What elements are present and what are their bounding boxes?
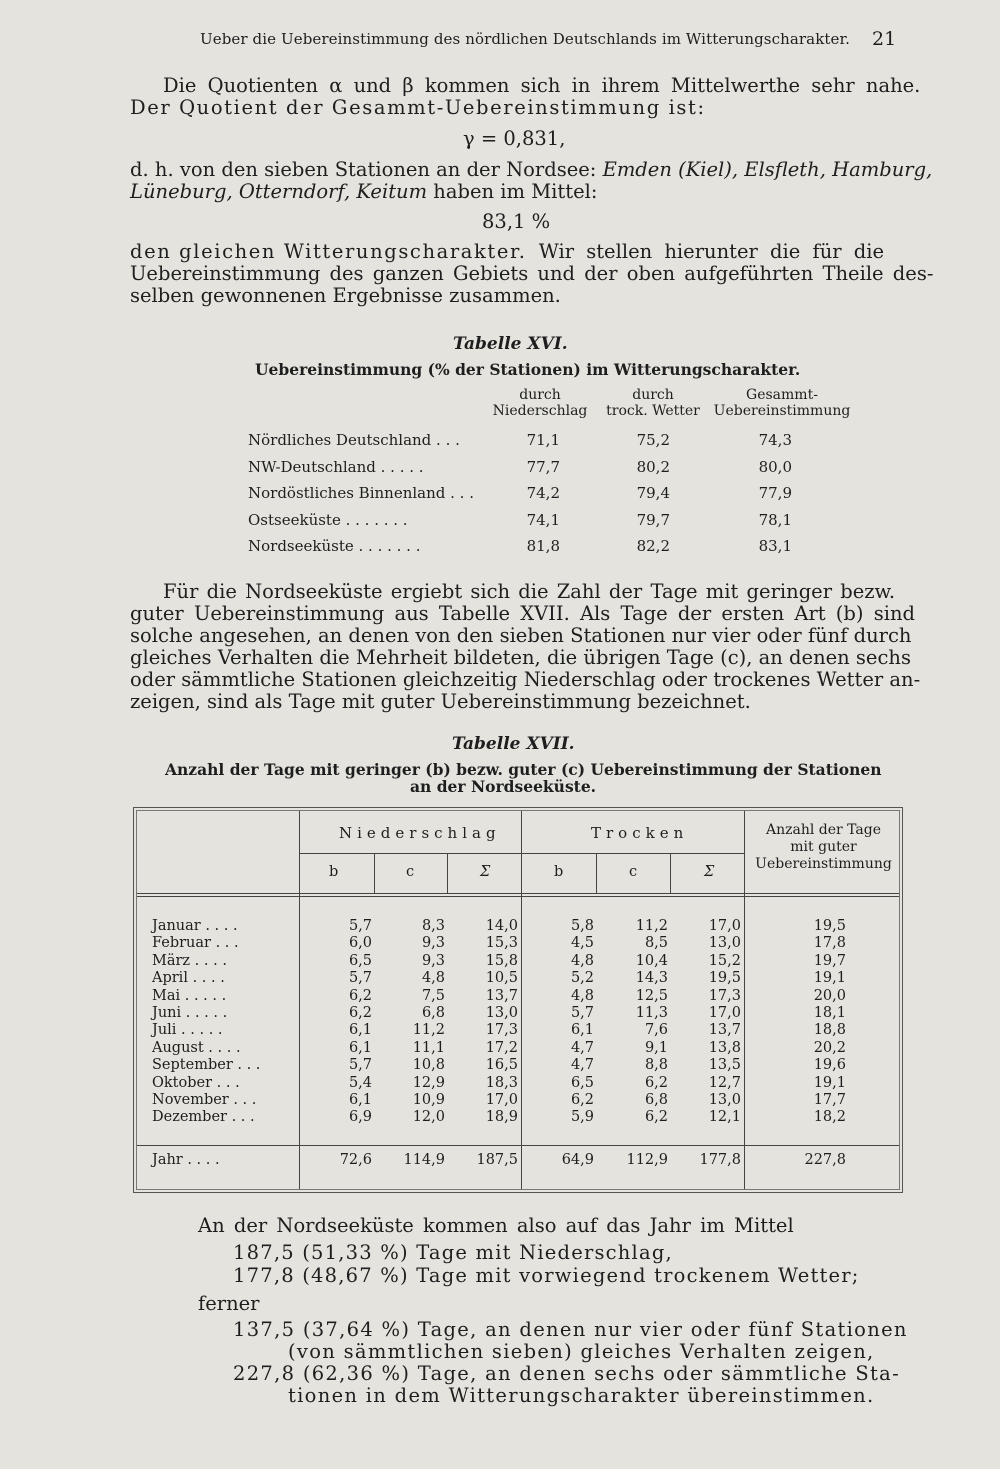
table-16-title: Tabelle XVI. — [453, 334, 568, 354]
t17-row-label: September . . . — [152, 1057, 261, 1074]
t17-cell: 17,7 — [813, 1092, 846, 1108]
t17-cell: 6,2 — [348, 1005, 372, 1021]
table-17-rule — [744, 811, 745, 1189]
t17-cell: 6,5 — [570, 1074, 594, 1091]
t17-cell: 11,1 — [412, 1039, 445, 1056]
t17-cell: 6,0 — [348, 935, 372, 952]
t17-cell: 17,8 — [813, 935, 846, 952]
t17-cell: 13,5 — [708, 1057, 741, 1074]
intro-line-5a: den gleichen Witterungscharakter. — [130, 240, 527, 263]
t17-cell: 5,4 — [348, 1074, 372, 1091]
t16-row-label: Nordöstliches Binnenland . . . — [248, 484, 474, 502]
intro-line-4b: haben im Mittel: — [427, 180, 598, 203]
t16-cell: 79,4 — [636, 484, 670, 502]
table-17-rule — [374, 853, 375, 893]
t17-cell: 12,9 — [412, 1074, 445, 1091]
t17-cell: 20,2 — [813, 1039, 846, 1056]
col-anzahl-2: mit guter — [790, 839, 857, 855]
t16-col2-head-2: trock. Wetter — [606, 403, 700, 419]
t17-cell: 19,5 — [708, 970, 741, 987]
t16-cell: 81,8 — [526, 537, 560, 555]
t17-cell: 114,9 — [403, 1152, 445, 1168]
table-16-caption: Uebereinstimmung (% der Stationen) im Witterungscharakter. — [255, 360, 801, 379]
t16-cell: 77,7 — [526, 458, 560, 476]
t17-cell: 10,4 — [635, 952, 668, 969]
intro-line-4 — [130, 181, 597, 203]
t17-cell: 187,5 — [476, 1152, 518, 1168]
t17-cell: 9,1 — [644, 1039, 668, 1056]
closing-line-3: 177,8 (48,67 %) Tage mit vorwiegend trockenem Wetter; — [233, 1264, 860, 1287]
intro-line-5b: Wir stellen hierunter die für die — [526, 240, 885, 263]
t17-cell: 8,8 — [644, 1057, 668, 1074]
t17-cell: 11,2 — [412, 1022, 445, 1039]
t17-cell: 9,3 — [421, 935, 445, 952]
middle-line-5: oder sämmtliche Stationen gleichzeitig Niederschlag oder trockenes Wetter an- — [130, 668, 921, 691]
t17-cell: 4,7 — [570, 1057, 594, 1074]
t16-cell: 75,2 — [636, 431, 670, 449]
t16-row-label: Nördliches Deutschland . . . — [248, 431, 460, 449]
intro-line-1: Die Quotienten α und β kommen sich in ihrem Mittelwerthe sehr nahe. — [163, 74, 921, 97]
t17-row-label: Juli . . . . . — [152, 1022, 223, 1039]
running-title: Ueber die Uebereinstimmung des nördlichen Deutschlands im Witterungscharakter. — [200, 30, 851, 48]
sub-b-niederschlag: b — [329, 864, 339, 880]
t17-row-label: November . . . — [152, 1092, 257, 1108]
page-number: 21 — [872, 28, 897, 50]
table-17-rule — [299, 853, 744, 854]
station-list-1: Emden (Kiel), Elsfleth, Hamburg, — [602, 158, 933, 181]
t17-cell: 13,0 — [708, 1092, 741, 1108]
t16-cell: 80,0 — [758, 458, 792, 476]
intro-line-5 — [130, 241, 884, 263]
t17-cell: 20,0 — [813, 987, 846, 1004]
table-17-rule — [299, 811, 300, 1189]
t17-cell: 11,2 — [635, 918, 668, 934]
sub-b-trocken: b — [554, 864, 564, 880]
t17-row-label: Jahr . . . . — [152, 1152, 220, 1168]
t16-col3-head-1: Gesammt- — [746, 387, 818, 403]
t17-cell: 112,9 — [626, 1152, 668, 1168]
t17-cell: 18,1 — [813, 1005, 846, 1021]
t17-cell: 15,2 — [708, 952, 741, 969]
t17-row-label: August . . . . — [152, 1039, 241, 1056]
middle-line-2: guter Uebereinstimmung aus Tabelle XVII. Als Tage der ersten Art (b) sind — [130, 602, 915, 625]
col-anzahl-1: Anzahl der Tage — [765, 822, 882, 838]
t17-cell: 5,7 — [348, 970, 372, 987]
t17-cell: 6,2 — [348, 987, 372, 1004]
t17-cell: 64,9 — [561, 1152, 594, 1168]
t17-cell: 17,3 — [485, 1022, 518, 1039]
intro-line-3a: d. h. von den sieben Stationen an der Nordsee: — [130, 158, 603, 181]
sub-sigma-niederschlag: Σ — [480, 864, 491, 880]
t17-cell: 5,2 — [570, 970, 594, 987]
t17-cell: 14,3 — [635, 970, 668, 987]
t16-cell: 78,1 — [758, 511, 792, 529]
t16-row-label: Ostseeküste . . . . . . . — [248, 511, 408, 529]
t17-row-label: März . . . . — [152, 952, 227, 969]
t17-cell: 18,3 — [485, 1074, 518, 1091]
t16-col1-head-1: durch — [519, 387, 561, 403]
col-anzahl-3: Uebereinstimmung — [755, 856, 892, 872]
sub-sigma-trocken: Σ — [704, 864, 715, 880]
t17-cell: 4,5 — [570, 935, 594, 952]
middle-line-4: gleiches Verhalten die Mehrheit bildeten, die übrigen Tage (c), an denen sechs — [130, 646, 911, 669]
closing-line-5: 137,5 (37,64 %) Tage, an denen nur vier oder fünf Stationen — [233, 1318, 908, 1341]
intro-line-3 — [130, 159, 932, 181]
percent-value: 83,1 % — [482, 210, 551, 233]
t16-cell: 82,2 — [636, 537, 670, 555]
table-17-frame — [133, 807, 903, 1193]
t17-cell: 4,8 — [421, 970, 445, 987]
intro-line-7: selben gewonnenen Ergebnisse zusammen. — [130, 284, 561, 307]
t17-cell: 12,5 — [635, 987, 668, 1004]
t17-cell: 10,8 — [412, 1057, 445, 1074]
closing-line-1: An der Nordseeküste kommen also auf das Jahr im Mittel — [198, 1214, 794, 1237]
t17-row-label: Januar . . . . — [152, 918, 238, 934]
t17-cell: 4,8 — [570, 952, 594, 969]
t17-row-label: Dezember . . . — [152, 1109, 255, 1126]
closing-line-2: 187,5 (51,33 %) Tage mit Niederschlag, — [233, 1241, 673, 1264]
t17-cell: 14,0 — [485, 918, 518, 934]
middle-line-6: zeigen, sind als Tage mit guter Uebereinstimmung bezeichnet. — [130, 690, 751, 713]
sub-c-niederschlag: c — [406, 864, 415, 880]
t17-cell: 5,7 — [348, 918, 372, 934]
t16-row-label: Nordseeküste . . . . . . . — [248, 537, 421, 555]
t17-cell: 12,7 — [708, 1074, 741, 1091]
t17-cell: 6,2 — [570, 1092, 594, 1108]
closing-line-7: 227,8 (62,36 %) Tage, an denen sechs oder sämmtliche Sta- — [233, 1362, 900, 1385]
t16-cell: 77,9 — [758, 484, 792, 502]
table-17-rule — [447, 853, 448, 893]
group-trocken: Trocken — [591, 824, 689, 842]
t17-cell: 6,9 — [348, 1109, 372, 1126]
closing-line-8: tionen in dem Witterungscharakter übereinstimmen. — [288, 1384, 875, 1407]
t17-row-label: Oktober . . . — [152, 1074, 240, 1091]
t17-row-label: April . . . . — [152, 970, 225, 987]
t17-cell: 7,6 — [644, 1022, 668, 1039]
table-17-title: Tabelle XVII. — [452, 734, 575, 754]
t16-col2-head-1: durch — [632, 387, 674, 403]
t17-cell: 4,7 — [570, 1039, 594, 1056]
t16-cell: 80,2 — [636, 458, 670, 476]
t16-col3-head-2: Uebereinstimmung — [713, 403, 851, 419]
t16-cell: 83,1 — [758, 537, 792, 555]
t17-cell: 13,0 — [485, 1005, 518, 1021]
t17-cell: 15,3 — [485, 935, 518, 952]
t17-row-label: Februar . . . — [152, 935, 239, 952]
middle-line-1: Für die Nordseeküste ergiebt sich die Zahl der Tage mit geringer bezw. — [163, 580, 896, 603]
intro-line-6: Uebereinstimmung des ganzen Gebiets und der oben aufgeführten Theile des- — [130, 262, 934, 285]
t17-cell: 17,3 — [708, 987, 741, 1004]
middle-line-3: solche angesehen, an denen von den sieben Stationen nur vier oder fünf durch — [130, 624, 912, 647]
t17-cell: 6,5 — [348, 952, 372, 969]
t17-cell: 177,8 — [699, 1152, 741, 1168]
intro-line-2: Der Quotient der Gesammt-Uebereinstimmung ist: — [130, 96, 706, 119]
t17-cell: 11,3 — [635, 1005, 668, 1021]
t17-cell: 227,8 — [804, 1152, 846, 1168]
closing-line-4: ferner — [198, 1292, 260, 1315]
table-17-caption-2: an der Nordseeküste. — [410, 777, 597, 796]
t17-cell: 18,8 — [813, 1022, 846, 1039]
t17-cell: 5,7 — [348, 1057, 372, 1074]
t17-cell: 6,8 — [644, 1092, 668, 1108]
t17-cell: 8,3 — [421, 918, 445, 934]
t17-cell: 13,8 — [708, 1039, 741, 1056]
table-17-rule — [137, 896, 899, 897]
t17-cell: 5,7 — [570, 1005, 594, 1021]
t17-cell: 10,5 — [485, 970, 518, 987]
table-17-rule — [137, 1145, 899, 1146]
t17-cell: 19,1 — [813, 970, 846, 987]
table-17-rule — [521, 811, 522, 1189]
t17-cell: 17,2 — [485, 1039, 518, 1056]
t16-cell: 79,7 — [636, 511, 670, 529]
t16-row-label: NW-Deutschland . . . . . — [248, 458, 424, 476]
t16-cell: 74,3 — [758, 431, 792, 449]
t17-cell: 72,6 — [339, 1152, 372, 1168]
sub-c-trocken: c — [629, 864, 638, 880]
t17-cell: 6,2 — [644, 1074, 668, 1091]
gamma-formula: γ = 0,831, — [463, 127, 566, 150]
t17-cell: 6,1 — [348, 1022, 372, 1039]
t17-cell: 6,8 — [421, 1005, 445, 1021]
t17-cell: 15,8 — [485, 952, 518, 969]
t17-cell: 16,5 — [485, 1057, 518, 1074]
t17-cell: 6,1 — [348, 1039, 372, 1056]
t17-cell: 6,2 — [644, 1109, 668, 1126]
t17-cell: 13,0 — [708, 935, 741, 952]
t17-cell: 8,5 — [644, 935, 668, 952]
t17-cell: 6,1 — [570, 1022, 594, 1039]
group-niederschlag: Niederschlag — [339, 824, 501, 842]
t17-cell: 4,8 — [570, 987, 594, 1004]
station-list-2: Lüneburg, Otterndorf, Keitum — [130, 180, 428, 203]
t17-cell: 18,9 — [485, 1109, 518, 1126]
t17-cell: 6,1 — [348, 1092, 372, 1108]
t17-cell: 13,7 — [485, 987, 518, 1004]
t17-cell: 17,0 — [485, 1092, 518, 1108]
t17-cell: 5,9 — [570, 1109, 594, 1126]
t17-cell: 19,6 — [813, 1057, 846, 1074]
t17-cell: 5,8 — [570, 918, 594, 934]
t17-cell: 17,0 — [708, 1005, 741, 1021]
t17-cell: 18,2 — [813, 1109, 846, 1126]
t17-cell: 10,9 — [412, 1092, 445, 1108]
t17-cell: 12,0 — [412, 1109, 445, 1126]
table-17-caption-1: Anzahl der Tage mit geringer (b) bezw. guter (c) Uebereinstimmung der Stationen — [165, 760, 882, 779]
t16-cell: 71,1 — [526, 431, 560, 449]
t17-cell: 19,5 — [813, 918, 846, 934]
t17-cell: 9,3 — [421, 952, 445, 969]
closing-line-6: (von sämmtlichen sieben) gleiches Verhalten zeigen, — [288, 1340, 875, 1363]
t16-col1-head-2: Niederschlag — [492, 403, 588, 419]
t17-row-label: Juni . . . . . — [152, 1005, 228, 1021]
t17-cell: 19,7 — [813, 952, 846, 969]
t17-cell: 19,1 — [813, 1074, 846, 1091]
t17-row-label: Mai . . . . . — [152, 987, 227, 1004]
table-17-rule — [670, 853, 671, 893]
t17-cell: 17,0 — [708, 918, 741, 934]
t16-cell: 74,2 — [526, 484, 560, 502]
t17-cell: 7,5 — [421, 987, 445, 1004]
t17-cell: 12,1 — [708, 1109, 741, 1126]
table-17-rule — [596, 853, 597, 893]
t17-cell: 13,7 — [708, 1022, 741, 1039]
t16-cell: 74,1 — [526, 511, 560, 529]
table-17-rule — [137, 893, 899, 894]
